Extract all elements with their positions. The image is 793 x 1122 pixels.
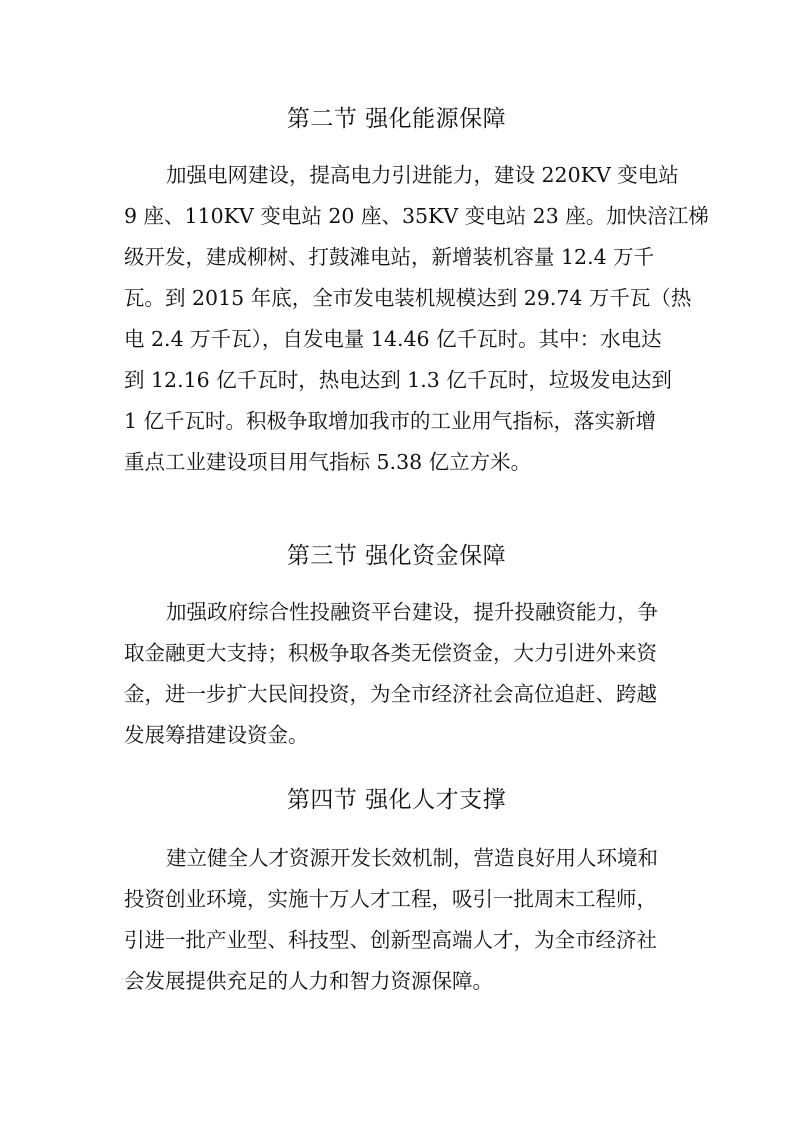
section-paragraph-funding (124, 592, 684, 756)
paragraph-line: 发展筹措建设资金。 (124, 723, 309, 747)
paragraph-line: 重点工业建设项目用气指标 5.38 亿立方米。 (124, 450, 532, 474)
paragraph-line: 级开发，建成柳树、打鼓滩电站，新增装机容量 12.4 万千 (124, 245, 655, 269)
paragraph-line: 瓦。到 2015 年底，全市发电装机规模达到 29.74 万千瓦（热 (124, 286, 692, 310)
paragraph-line: 加强政府综合性投融资平台建设，提升投融资能力，争 (166, 600, 658, 624)
paragraph-line: 9 座、110KV 变电站 20 座、35KV 变电站 23 座。加快涪江梯 (124, 204, 709, 228)
section-heading-funding: 第三节 强化资金保障 (286, 543, 507, 569)
section-paragraph-talent (124, 838, 684, 1002)
paragraph-line: 到 12.16 亿千瓦时，热电达到 1.3 亿千瓦时，垃圾发电达到 (124, 368, 672, 392)
paragraph-line: 加强电网建设，提高电力引进能力，建设 220KV 变电站 (166, 163, 679, 187)
paragraph-line: 金，进一步扩大民间投资，为全市经济社会高位追赶、跨越 (124, 682, 657, 706)
section-paragraph-energy (124, 155, 709, 483)
paragraph-line: 电 2.4 万千瓦），自发电量 14.46 亿千瓦时。其中：水电达 (124, 327, 662, 351)
paragraph-line: 引进一批产业型、科技型、创新型高端人才，为全市经济社 (124, 928, 657, 952)
section-heading-talent: 第四节 强化人才支撑 (286, 787, 507, 813)
paragraph-line: 1 亿千瓦时。积极争取增加我市的工业用气指标，落实新增 (124, 409, 657, 433)
paragraph-line: 会发展提供充足的人力和智力资源保障。 (124, 969, 493, 993)
paragraph-line: 投资创业环境，实施十万人才工程，吸引一批周末工程师， (124, 887, 657, 911)
section-heading-energy: 第二节 强化能源保障 (286, 106, 507, 132)
paragraph-line: 取金融更大支持；积极争取各类无偿资金，大力引进外来资 (124, 641, 657, 665)
paragraph-line: 建立健全人才资源开发长效机制，营造良好用人环境和 (166, 846, 658, 870)
